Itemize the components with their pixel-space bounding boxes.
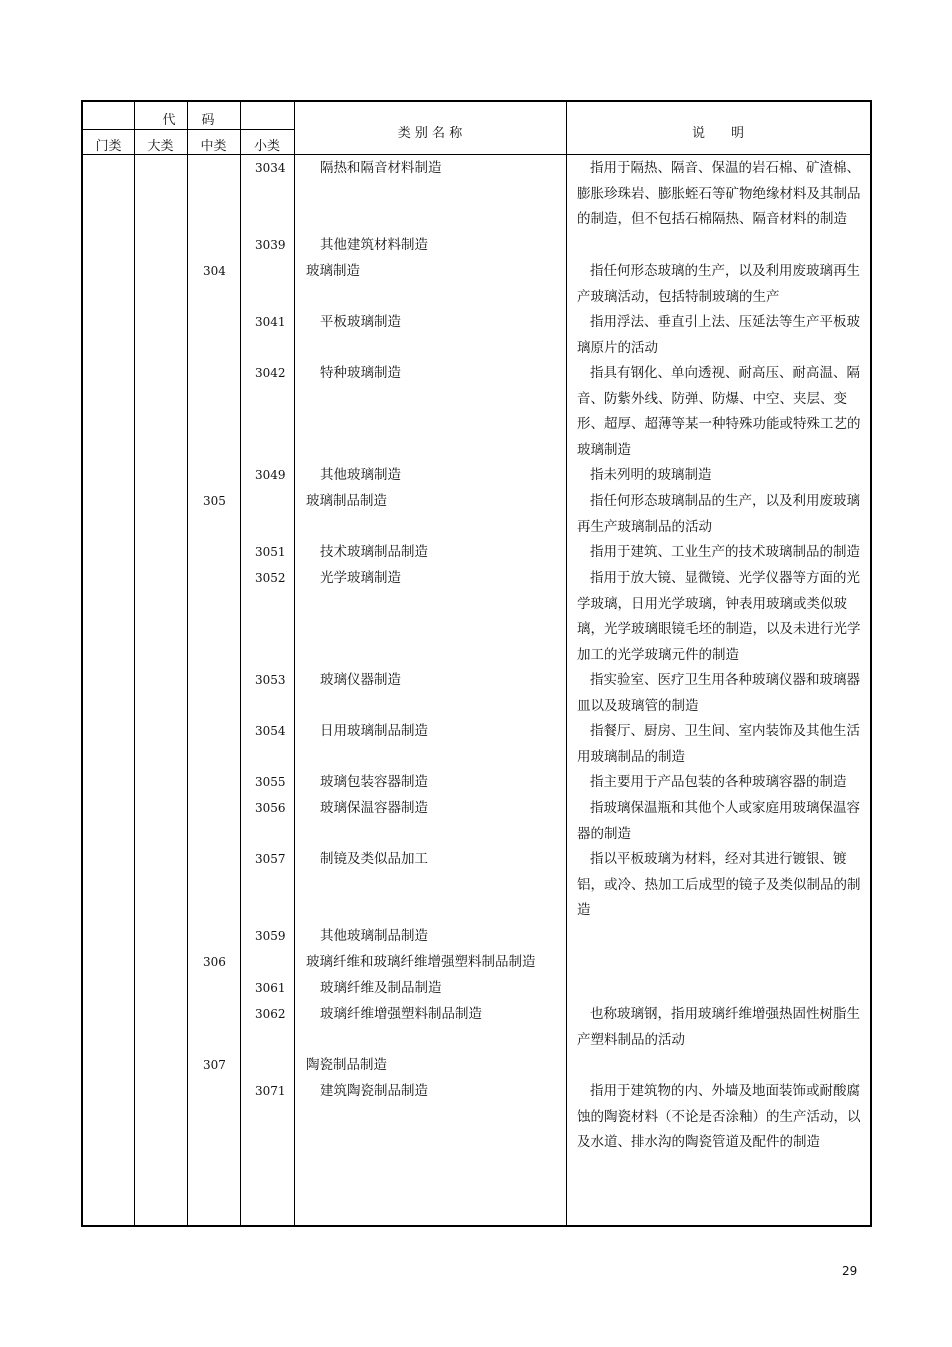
category-name: 玻璃制品制造 bbox=[306, 493, 387, 509]
small-class-code: 3056 bbox=[255, 801, 286, 815]
small-class-code: 3061 bbox=[255, 981, 286, 995]
table-row bbox=[83, 489, 870, 540]
category-name: 玻璃仪器制造 bbox=[320, 672, 401, 688]
table-row bbox=[83, 259, 870, 310]
category-name: 玻璃制造 bbox=[306, 263, 360, 279]
category-name: 隔热和隔音材料制造 bbox=[320, 160, 442, 176]
category-name: 其他玻璃制造 bbox=[320, 467, 401, 483]
table-row bbox=[83, 156, 870, 233]
category-name: 玻璃保温容器制造 bbox=[320, 800, 428, 816]
header-description: 说 明 bbox=[691, 126, 744, 141]
table-row bbox=[83, 719, 870, 770]
category-description: 指任何形态玻璃制品的生产，以及利用废玻璃再生产玻璃制品的活动 bbox=[577, 493, 860, 535]
small-class-code: 3041 bbox=[255, 315, 286, 329]
category-description: 指玻璃保温瓶和其他个人或家庭用玻璃保温容器的制造 bbox=[577, 800, 860, 842]
small-class-code: 3053 bbox=[255, 673, 286, 687]
table-row bbox=[83, 950, 870, 976]
small-class-code: 3059 bbox=[255, 929, 286, 943]
middle-class-code: 307 bbox=[203, 1058, 226, 1072]
header-bottom-rule bbox=[83, 154, 870, 155]
table-row bbox=[83, 361, 870, 463]
category-description: 指用于隔热、隔音、保温的岩石棉、矿渣棉、膨胀珍珠岩、膨胀蛭石等矿物绝缘材料及其制品的制造，但不包括石棉隔热、隔音材料的制造 bbox=[577, 160, 861, 228]
table-row bbox=[83, 1079, 870, 1156]
category-name: 玻璃纤维及制品制造 bbox=[320, 980, 442, 996]
table-row bbox=[83, 796, 870, 847]
classification-table bbox=[81, 100, 872, 1227]
header-door: 门类 bbox=[95, 139, 122, 154]
small-class-code: 3049 bbox=[255, 468, 286, 482]
table-row bbox=[83, 1002, 870, 1053]
category-name: 玻璃包装容器制造 bbox=[320, 774, 428, 790]
small-class-code: 3062 bbox=[255, 1007, 286, 1021]
small-class-code: 3034 bbox=[255, 161, 286, 175]
category-name: 平板玻璃制造 bbox=[320, 314, 401, 330]
small-class-code: 3052 bbox=[255, 571, 286, 585]
category-name: 其他玻璃制品制造 bbox=[320, 928, 428, 944]
header-small: 小类 bbox=[253, 139, 280, 154]
table-row bbox=[83, 566, 870, 668]
table-row bbox=[83, 233, 870, 259]
category-description: 指任何形态玻璃的生产，以及利用废玻璃再生产玻璃活动，包括特制玻璃的生产 bbox=[577, 263, 860, 305]
table-row bbox=[83, 463, 870, 489]
table-row bbox=[83, 668, 870, 719]
category-description: 指实验室、医疗卫生用各种玻璃仪器和玻璃器皿以及玻璃管的制造 bbox=[577, 672, 860, 714]
table-row bbox=[83, 310, 870, 361]
small-class-code: 3051 bbox=[255, 545, 286, 559]
category-description: 指餐厅、厨房、卫生间、室内装饰及其他生活用玻璃制品的制造 bbox=[577, 723, 860, 765]
small-class-code: 3057 bbox=[255, 852, 286, 866]
header-sub-divider bbox=[83, 129, 294, 130]
header-code-group: 代 码 bbox=[162, 113, 215, 128]
category-description: 指未列明的玻璃制造 bbox=[590, 467, 712, 483]
category-name: 陶瓷制品制造 bbox=[306, 1057, 387, 1073]
category-name: 其他建筑材料制造 bbox=[320, 237, 428, 253]
category-name: 特种玻璃制造 bbox=[320, 365, 401, 381]
category-name: 日用玻璃制品制造 bbox=[320, 723, 428, 739]
header-major: 大类 bbox=[147, 139, 174, 154]
category-description: 指主要用于产品包装的各种玻璃容器的制造 bbox=[590, 774, 847, 790]
category-name: 玻璃纤维和玻璃纤维增强塑料制品制造 bbox=[306, 954, 536, 970]
table-body bbox=[83, 156, 870, 1156]
table-row bbox=[83, 976, 870, 1002]
category-description: 指用于建筑物的内、外墙及地面装饰或耐酸腐蚀的陶瓷材料（不论是否涂釉）的生产活动，以及水道、排水沟的陶瓷管道及配件的制造 bbox=[577, 1083, 861, 1151]
middle-class-code: 304 bbox=[203, 264, 226, 278]
table-row bbox=[83, 847, 870, 924]
small-class-code: 3039 bbox=[255, 238, 286, 252]
table-row bbox=[83, 1053, 870, 1079]
small-class-code: 3055 bbox=[255, 775, 286, 789]
page-number: 29 bbox=[842, 1264, 858, 1278]
table-row bbox=[83, 924, 870, 950]
table-row bbox=[83, 770, 870, 796]
small-class-code: 3054 bbox=[255, 724, 286, 738]
category-name: 建筑陶瓷制品制造 bbox=[320, 1083, 428, 1099]
category-description: 指用浮法、垂直引上法、压延法等生产平板玻璃原片的活动 bbox=[577, 314, 860, 356]
small-class-code: 3042 bbox=[255, 366, 286, 380]
category-name: 光学玻璃制造 bbox=[320, 570, 401, 586]
table-row bbox=[83, 540, 870, 566]
category-description: 指用于建筑、工业生产的技术玻璃制品的制造 bbox=[590, 544, 860, 560]
category-description: 指以平板玻璃为材料，经对其进行镀银、镀铝，或冷、热加工后成型的镜子及类似制品的制造 bbox=[577, 851, 861, 919]
category-name: 技术玻璃制品制造 bbox=[320, 544, 428, 560]
header-category-name: 类 别 名 称 bbox=[397, 126, 463, 141]
category-description: 指用于放大镜、显微镜、光学仪器等方面的光学玻璃，日用光学玻璃，钟表用玻璃或类似玻璃，光学玻璃眼镜毛坯的制造，以及未进行光学加工的光学玻璃元件的制造 bbox=[577, 570, 861, 663]
category-name: 玻璃纤维增强塑料制品制造 bbox=[320, 1006, 482, 1022]
category-description: 指具有钢化、单向透视、耐高压、耐高温、隔音、防紫外线、防弹、防爆、中空、夹层、变形、超厚、超薄等某一种特殊功能或特殊工艺的玻璃制造 bbox=[577, 365, 861, 458]
category-name: 制镜及类似品加工 bbox=[320, 851, 428, 867]
header-middle: 中类 bbox=[200, 139, 227, 154]
middle-class-code: 306 bbox=[203, 955, 226, 969]
category-description: 也称玻璃钢，指用玻璃纤维增强热固性树脂生产塑料制品的活动 bbox=[577, 1006, 860, 1048]
middle-class-code: 305 bbox=[203, 494, 226, 508]
small-class-code: 3071 bbox=[255, 1084, 286, 1098]
